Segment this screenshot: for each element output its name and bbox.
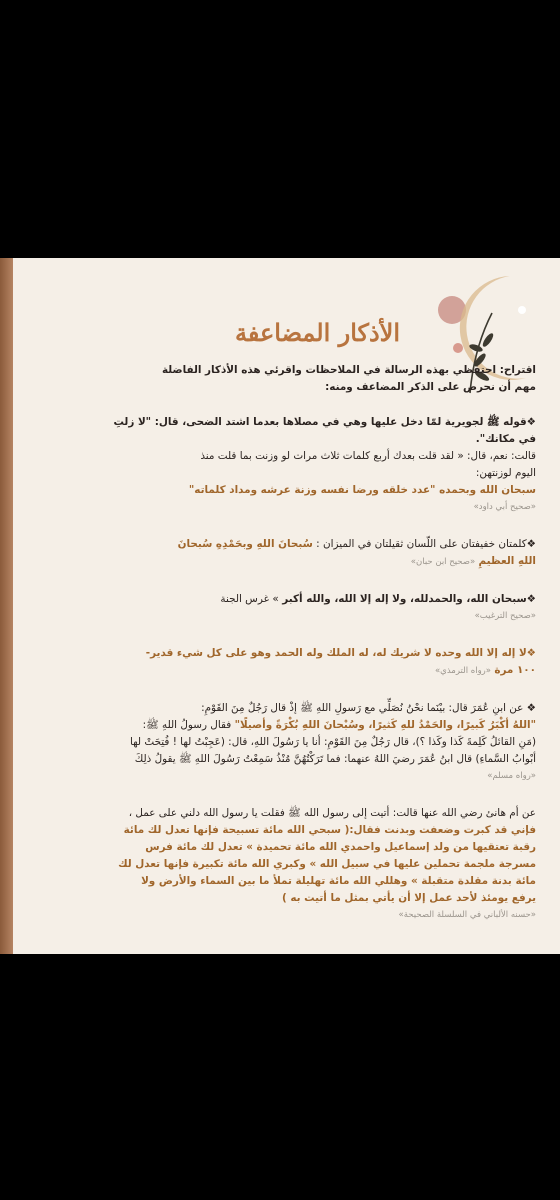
intro-line: اقتراح: احتفظي بهذه الرسالة في الملاحظات واقرئي هذه الأذكار الفاضلة [162, 364, 536, 376]
text-segment: ❖كلمتان خفيفتان على اللّسان ثقيلتان في الميزان : [312, 538, 536, 550]
page-title: الأذكار المضاعفة [234, 318, 400, 347]
source-label: «صحيح الترغيب» [474, 611, 536, 621]
source-label: «صحيح ابن حبان» [410, 557, 476, 567]
text-segment: فقال رسولُ اللهِ ﷺ: [142, 719, 235, 731]
text-line: عن أم هانئ رضي الله عنها قالت: أتيت إلى رسول الله ﷺ فقلت يا رسول الله دلني على عمل ، [128, 807, 536, 819]
highlight-line: رقبة تعتقيها من ولد إسماعيل واحمدي الله مائة تحميدة » تعدل لك مائة فرس [145, 841, 536, 853]
source-label: «حسنه الألباني في السلسلة الصحيحة» [398, 910, 536, 920]
highlight-line: يرفع يومئذ لأحد عمل إلا أن يأتي بمثل ما أتيت به ) [281, 892, 536, 904]
source-label: «رواه مسلم» [487, 771, 536, 781]
highlight-line: سبحان الله وبحمده "عدد خلقه ورضا نفسه وزنة عرشه ومداد كلماته" [188, 484, 536, 496]
intro-paragraph [24, 362, 536, 396]
highlight-line: مسرجة ملجمة تحملين عليها في سبيل الله » وكبري الله مائة تكبيرة فإنها تعدل لك [118, 858, 536, 870]
document-body [24, 362, 536, 924]
dhikr-item-3 [24, 591, 536, 625]
text-line: ❖ عن ابنِ عُمَرَ قال: بيْنَما نحْنُ نُصَلِّي مع رَسولِ اللهِ ﷺ إذْ قال رَجُلٌ مِنَ القَوْمِ: [201, 702, 536, 714]
text-line: اليوم لوزنتهن: [475, 467, 536, 479]
source-label: «رواه الترمذي» [434, 666, 491, 676]
text-line: (مَنِ القائلُ كَلِمةَ كَذا وكَذا ؟)، قال رَجُلٌ مِنَ القَوْمِ: أنا يا رَسُولَ اللهِ، قال: (عَجِبْتُ لها ! فُتِحَتْ لها [129, 736, 536, 748]
dhikr-item-4 [24, 645, 536, 680]
text-segment: ❖سبحان الله، والحمدلله، ولا إله إلا الله، والله أكبر [278, 593, 536, 605]
highlight-line: مائة بدنة مقلدة متقبلة » وهللي الله مائة تهليلة تملأ ما بين السماء والأرض ولا [141, 875, 536, 887]
dhikr-item-1 [24, 414, 536, 516]
text-line: في مكانك". [475, 433, 536, 445]
document-page [0, 258, 560, 954]
text-line: ❖قوله ﷺ لجويرية لمّا دخل عليها وهي في مصلاها بعدما اشتد الضحى، قال: "لا زلتِ [113, 416, 536, 428]
highlight-segment: "اللهُ أكْبَرُ كَبيرًا، والحَمْدُ للهِ كَثيرًا، وسُبْحانَ اللهِ بُكْرَةً وأصيلًا" [234, 719, 536, 731]
text-segment: » غرس الجنة [220, 593, 279, 605]
dhikr-item-2 [24, 536, 536, 571]
dhikr-item-6 [24, 805, 536, 924]
highlight-segment: سُبحانَ اللهِ وبحَمْدِهِ سُبحانَ [177, 538, 313, 550]
source-label: «صحيح أبي داود» [473, 502, 536, 512]
page-spine [0, 258, 13, 954]
highlight-segment: اللهِ العظيمِ [478, 555, 536, 567]
highlight-line: فإني قد كبرت وضعفت وبدنت فقال:( سبحي الله مائة تسبيحة فإنها تعدل لك مائة [123, 824, 536, 836]
dhikr-item-5 [24, 700, 536, 785]
text-line: قالت: نعم، قال: « لقد قلت بعدك أربع كلمات ثلاث مرات لو وزنت بما قلت منذ [200, 450, 536, 462]
highlight-segment: ١٠٠ مرة [494, 664, 536, 676]
text-line: أبْوابُ السَّماءِ) قال ابنُ عُمَرَ رضيَ اللهُ عنهما: فما تَرَكْتُهُنَّ مُنْذُ سَمِعْتُ رَسُولَ اللهِ ﷺ يقولُ ذلِكَ [134, 753, 536, 765]
intro-line: مهم أن نحرص على الذكر المضاعف ومنه: [325, 381, 536, 393]
highlight-line: ❖لا إله إلا الله وحده لا شريك له، له الملك وله الحمد وهو على كل شيء قدير- [145, 647, 536, 659]
